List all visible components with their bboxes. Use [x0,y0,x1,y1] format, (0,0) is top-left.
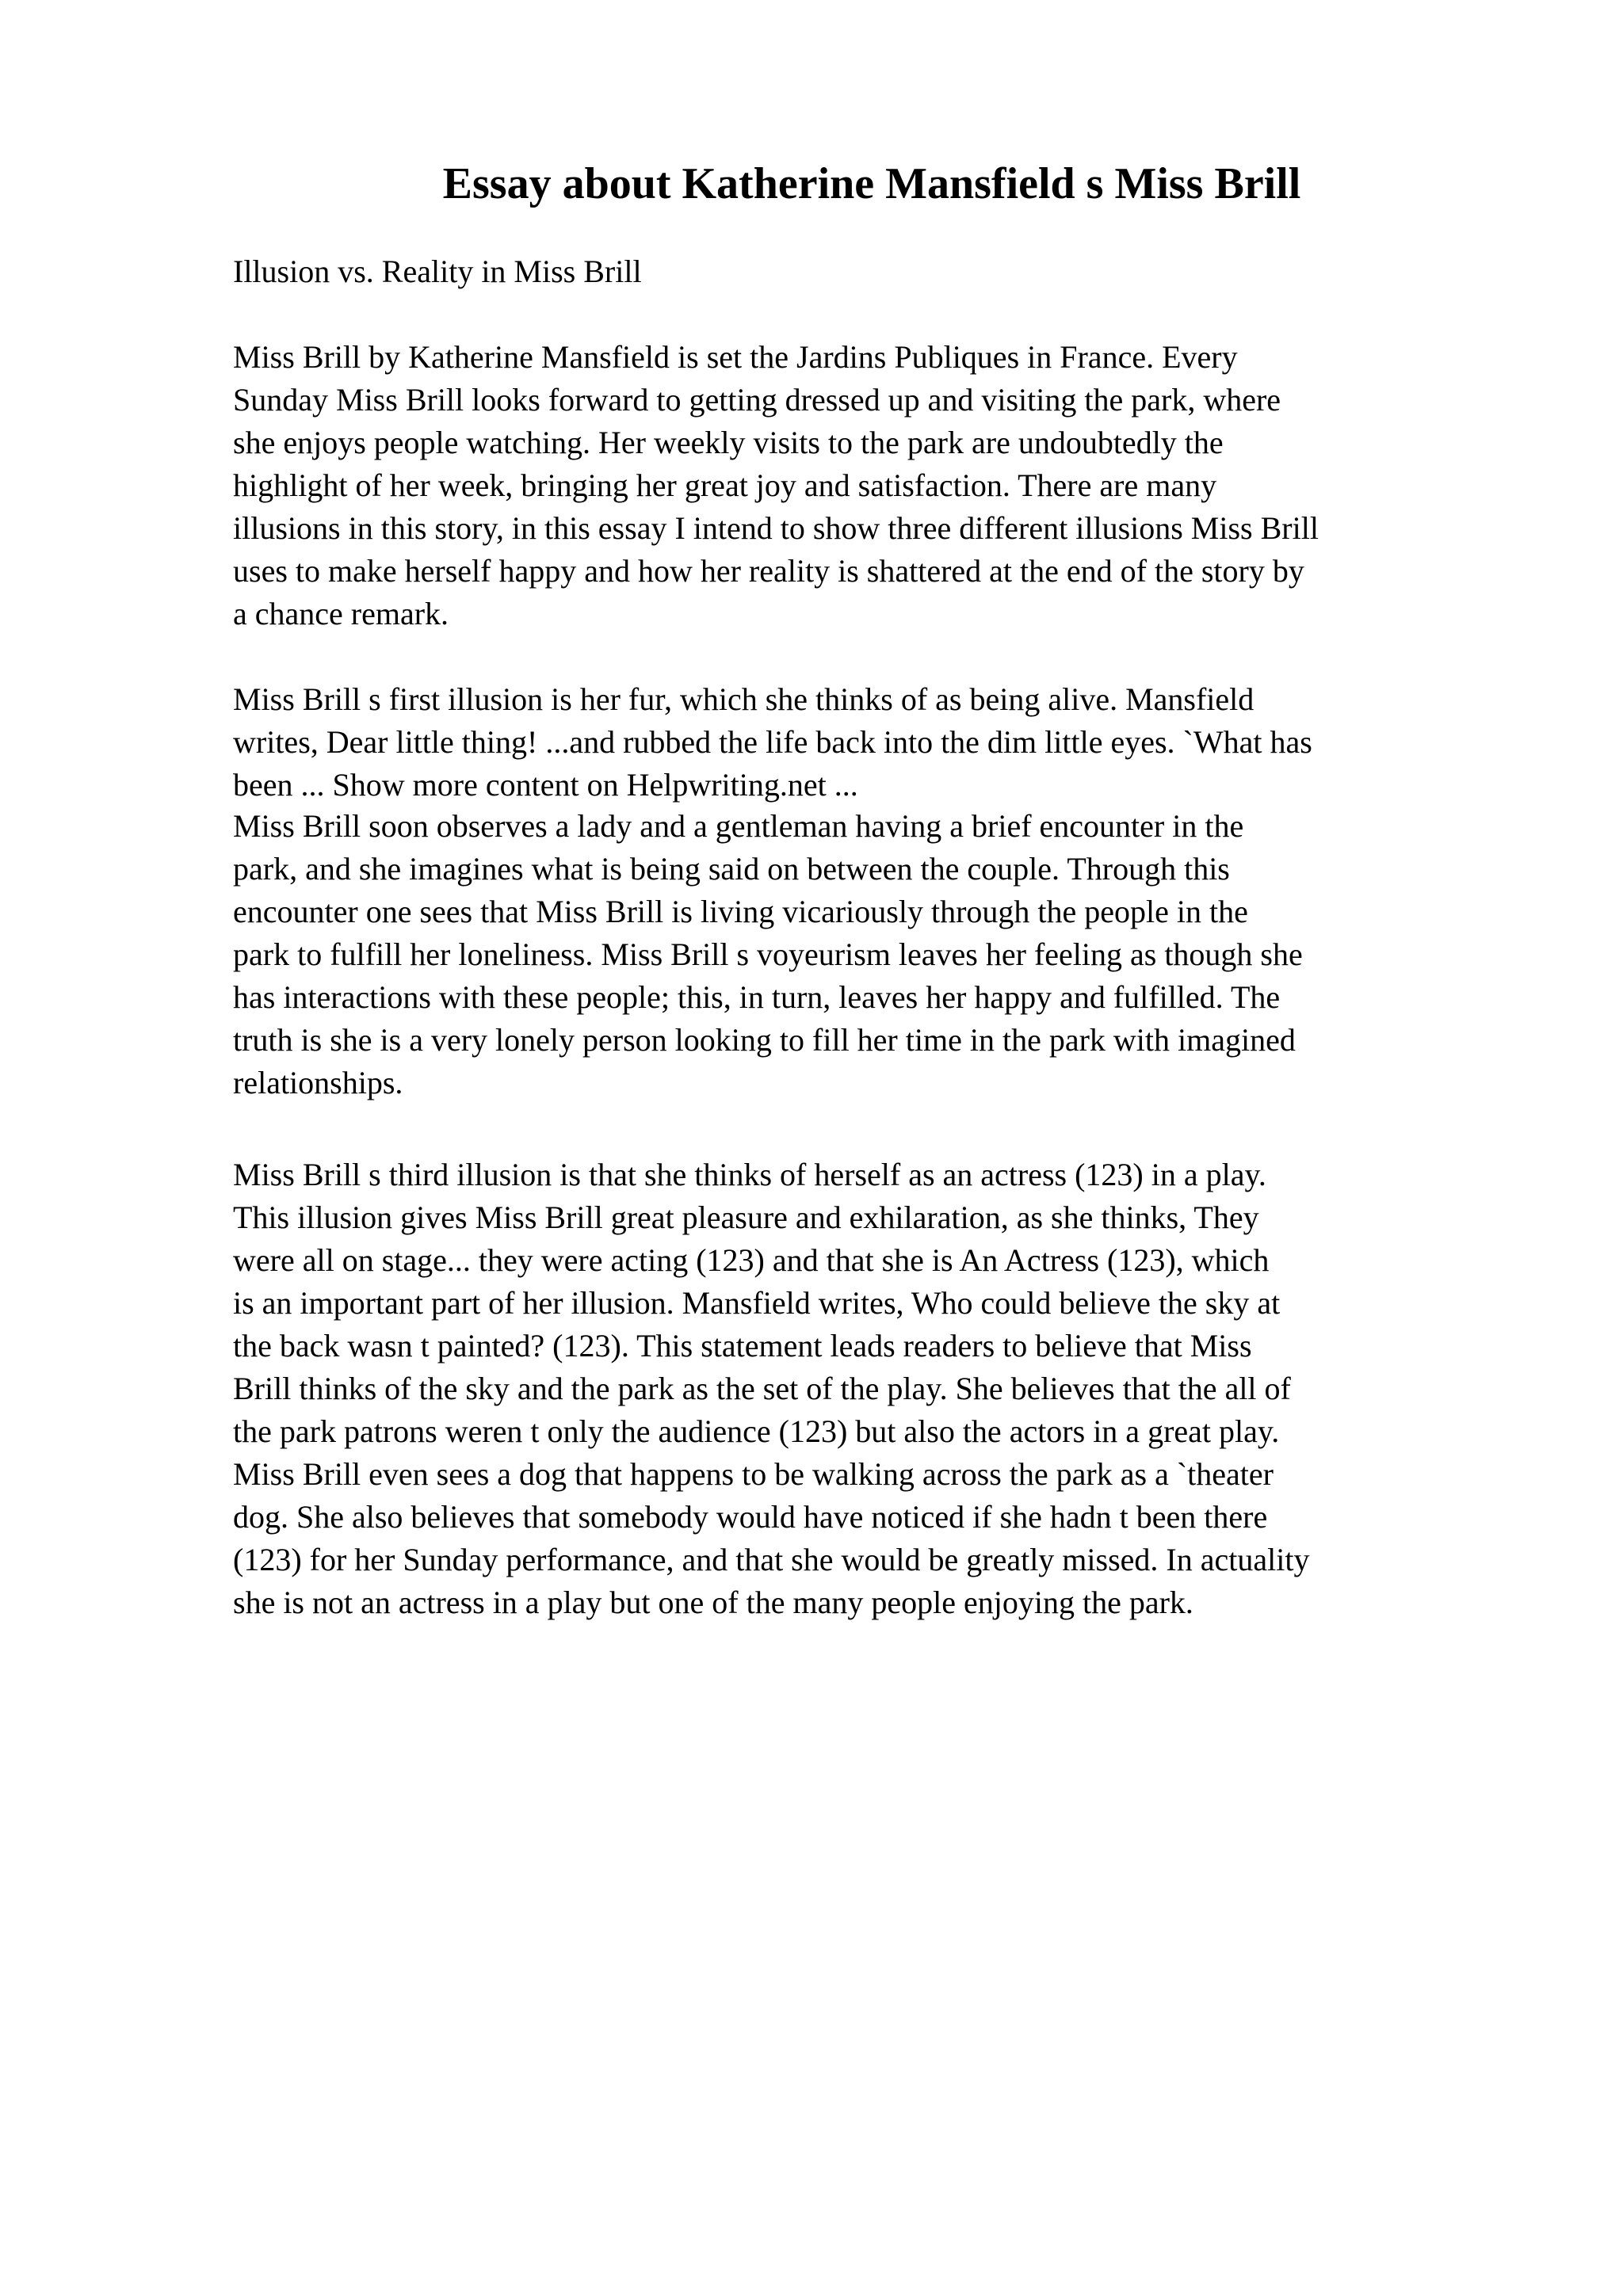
text-line: highlight of her week, bringing her great joy and satisfaction. There are many [233,467,1217,503]
text-line: Miss Brill s first illusion is her fur, which she thinks of as being alive. Mansfield [233,681,1254,717]
text-line: been ... Show more content on Helpwriting.net ... [233,767,858,803]
text-line: relationships. [233,1065,403,1100]
paragraph-intro [233,336,1319,635]
text-line: Miss Brill s third illusion is that she thinks of herself as an actress (123) in a play. [233,1157,1266,1192]
text-line: Sunday Miss Brill looks forward to getting dressed up and visiting the park, where [233,382,1281,418]
essay-title: Essay about Katherine Mansfield s Miss Brill [442,159,1301,208]
text-line: encounter one sees that Miss Brill is living vicariously through the people in the [233,894,1248,929]
text-line: a chance remark. [233,596,449,631]
paragraph-second-illusion [233,805,1303,1104]
paragraph-third-illusion [233,1154,1309,1624]
text-line: Miss Brill soon observes a lady and a gentleman having a brief encounter in the [233,808,1244,844]
text-line: Miss Brill even sees a dog that happens to be walking across the park as a `theater [233,1456,1274,1492]
text-line: This illusion gives Miss Brill great pleasure and exhilaration, as she thinks, They [233,1199,1259,1235]
text-line: park to fulfill her loneliness. Miss Brill s voyeurism leaves her feeling as though she [233,936,1303,972]
text-line: the park patrons weren t only the audience (123) but also the actors in a great play. [233,1413,1280,1449]
essay-subtitle: Illusion vs. Reality in Miss Brill [233,254,642,289]
text-line: dog. She also believes that somebody would have noticed if she hadn t been there [233,1499,1268,1535]
text-line: Brill thinks of the sky and the park as the set of the play. She believes that the all of [233,1371,1291,1406]
text-line: park, and she imagines what is being said on between the couple. Through this [233,851,1230,887]
text-line: truth is she is a very lonely person looking to fill her time in the park with imagined [233,1022,1296,1058]
text-line: she is not an actress in a play but one of the many people enjoying the park. [233,1585,1193,1620]
text-line: writes, Dear little thing! ...and rubbed the life back into the dim little eyes. `What has [233,724,1312,760]
text-line: the back wasn t painted? (123). This statement leads readers to believe that Miss [233,1328,1252,1363]
paragraph-first-illusion [233,678,1312,807]
text-line: she enjoys people watching. Her weekly visits to the park are undoubtedly the [233,425,1224,460]
text-line: Miss Brill by Katherine Mansfield is set the Jardins Publiques in France. Every [233,339,1238,375]
text-line: is an important part of her illusion. Mansfield writes, Who could believe the sky at [233,1285,1281,1321]
text-line: illusions in this story, in this essay I intend to show three different illusions Miss Brill [233,510,1319,546]
text-line: uses to make herself happy and how her reality is shattered at the end of the story by [233,553,1304,589]
text-line: were all on stage... they were acting (123) and that she is An Actress (123), which [233,1242,1270,1278]
text-line: (123) for her Sunday performance, and that she would be greatly missed. In actuality [233,1542,1310,1577]
text-line: has interactions with these people; this, in turn, leaves her happy and fulfilled. The [233,979,1281,1015]
